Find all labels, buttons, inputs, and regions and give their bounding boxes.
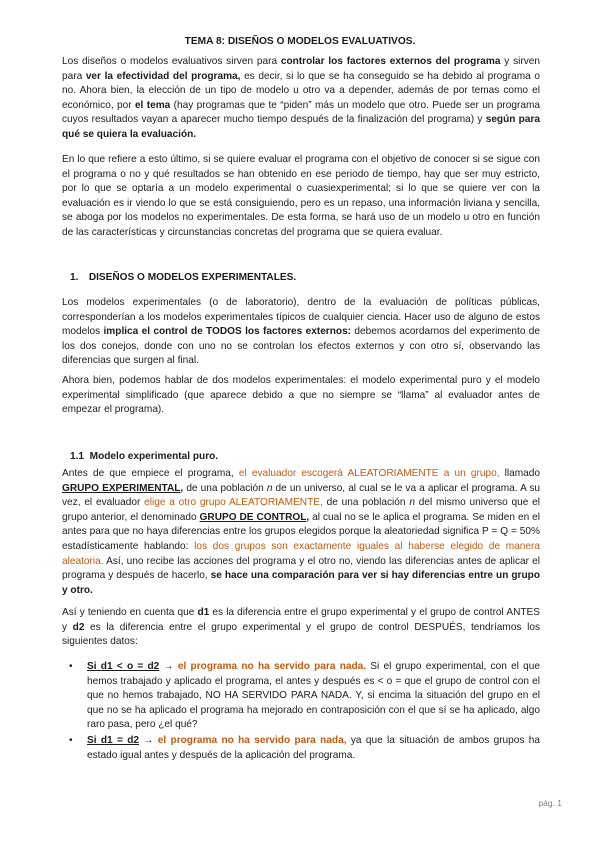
results-list	[62, 660, 540, 764]
evaluation-purpose-paragraph: En lo que refiere a esto último, si se quiere evaluar el programa con el objetivo de conocer si se sigue con el programa o no y qué resultados se han obtenido en ese periodo de tiempo, hay que ser muy estricto, por lo que se optaría a un modelo experimental o cuasiexperimental; si lo que se quiere ver con la evaluación es ir viendo lo que se está consiguiendo, pero es un repaso, una información liviana y sencilla, se aboga por los modelos no experimentales. De esta forma, se hará uso de un modelo u otro en función de las características y circunstancias concretas del programa que se quiera evaluar.	[62, 154, 540, 238]
intro-paragraph: Los diseños o modelos evaluativos sirven para controlar los factores externos del programa y sirven para ver la efectividad del programa, es decir, si lo que se ha conseguido se ha debido al programa o no. Ahora bien, la elección de un tipo de modelo u otro va a depender, además de por temas como el económico, por el tema (hay programas que te “piden” más un modelo que otro. Puede ser un programa cuyos resultados vayan a aparecer mucho tiempo después de la finalización del programa) y según para qué se quiera la evaluación.	[62, 56, 541, 140]
experimental-models-paragraph: Los modelos experimentales (o de laboratorio), dentro de la evaluación de políticas públicas, corresponderían a los modelos experimentales típicos de cualquier ciencia. Hacer uso de alguno de estos modelos implica el control de TODOS los factores externos: debemos acordarnos del experimento de los dos conejos, donde con uno no se controlan los efectos externos y con otro sí, observando las diferencias que surgen al final.	[62, 297, 540, 367]
bullet-icon: •	[69, 661, 73, 672]
list-item: • Si d1 < o = d2 → el programa no ha servido para nada. Si el grupo experimental, con el que hemos trabajado y aplicado el programa, el antes y después es < o = que el grupo de control con el que no hemos trabajado, NO HA SERVIDO PARA NADA. Y, si encima la situación del grupo en el que no se ha aplicado el programa ha mejorado en contraposición con el que sí se ha aplicado, algo raro pasa, pero ¿el qué?	[69, 661, 541, 731]
document-title: TEMA 8: DISEÑOS O MODELOS EVALUATIVOS.	[184, 36, 416, 47]
page-number: pág. 1	[538, 798, 562, 808]
pure-model-paragraph: Antes de que empiece el programa, el evaluador escogerá ALEATORIAMENTE a un grupo, llamado GRUPO EXPERIMENTAL, de una población n de un universo, al cual se le va a aplicar el programa. A su vez, el evaluador elige a otro grupo ALEATORIAMENTE, de una población n del mismo universo que el grupo anterior, el denominado GRUPO DE CONTROL, al cual no se le aplica el programa. Se miden en el antes para que no haya diferencias entre los grupos elegidos porque la aleatoriedad significa P = Q = 50% estadísticamente hablando: los dos grupos son exactamente iguales al haberse elegido de manera aleatoria. Así, uno recibe las acciones del programa y el otro no, viendo las diferencias antes de aplicar el programa y después de hacerlo, se hace una comparación para ver si hay diferencias entre un grupo y otro.	[62, 468, 541, 596]
two-models-paragraph: Ahora bien, podemos hablar de dos modelos experimentales: el modelo experimental puro y el modelo experimental simplificado (que aparece debido a que no siempre se “llama” al evaluador antes de empezar el programa).	[62, 375, 540, 416]
differences-paragraph: Así y teniendo en cuenta que d1 es la diferencia entre el grupo experimental y el grupo de control ANTES y d2 es la diferencia entre el grupo experimental y el grupo de control DESPUÉS, tendríamos los siguientes datos:	[62, 607, 541, 648]
section-heading-experimental-designs: 1. DISEÑOS O MODELOS EXPERIMENTALES.	[70, 272, 297, 283]
list-item: • Si d1 = d2 → el programa no ha servido para nada, ya que la situación de ambos grupos ha estado igual antes y después de la aplicación del programa.	[69, 734, 541, 761]
subsection-heading-pure-model: 1.1 Modelo experimental puro.	[70, 451, 219, 462]
bullet-icon: •	[69, 734, 73, 746]
